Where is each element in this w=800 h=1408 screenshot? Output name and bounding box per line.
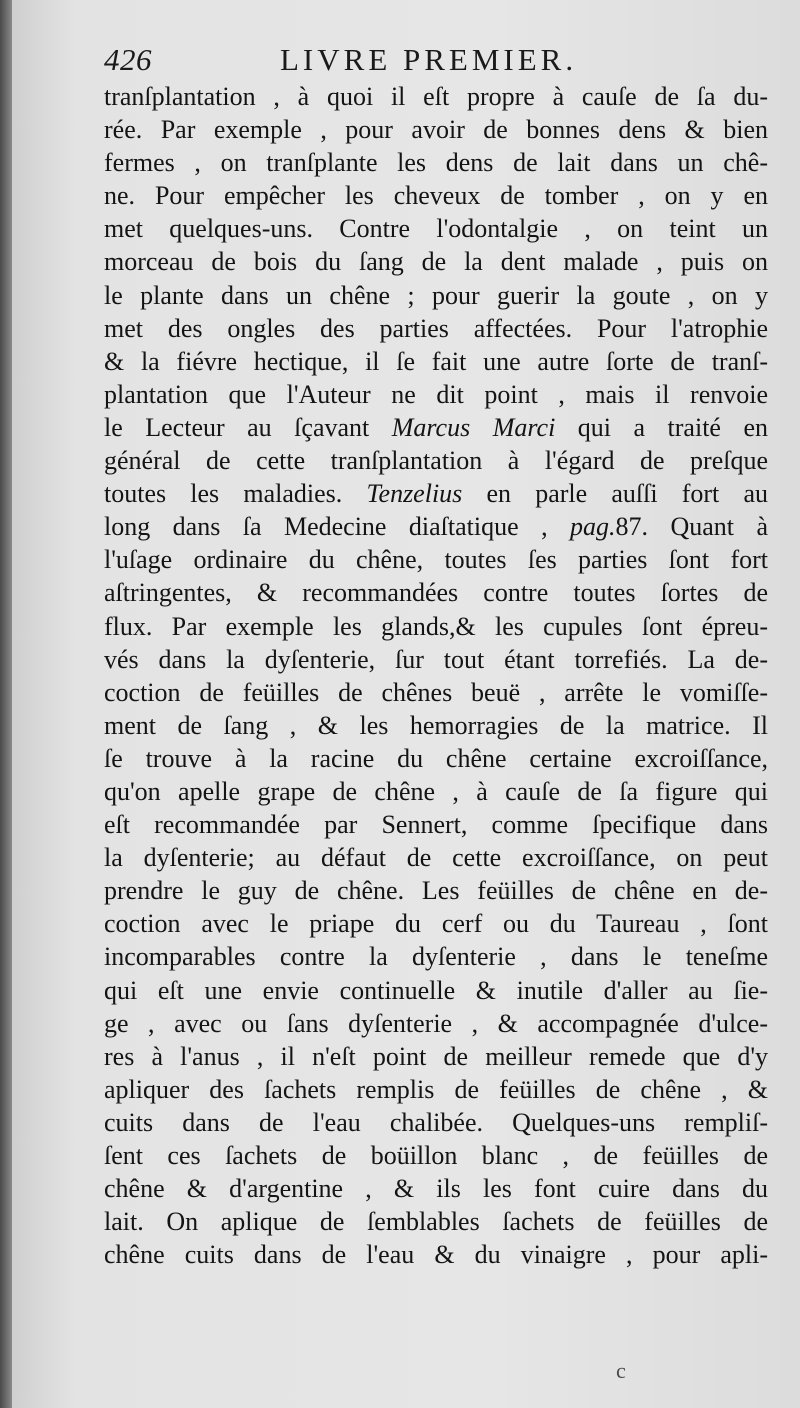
text-line: flux. Par exemple les glands,& les cupules ſont épreu- [104,611,768,641]
text-line: qui eſt une envie continuelle & inutile d'aller au ſie- [104,975,768,1005]
text-line: le Lecteur au ſçavant Marcus Marci qui a traité en [104,412,768,442]
running-title: LIVRE PREMIER. [280,42,578,77]
text-line: chêne cuits dans de l'eau & du vinaigre , pour apli- [104,1240,768,1270]
text-line: aſtringentes, & recommandées contre toutes ſortes de [104,578,768,608]
text-line: l'uſage ordinaire du chêne, toutes ſes parties ſont fort [104,545,768,575]
text-line: ment de ſang , & les hemorragies de la matrice. Il [104,710,768,740]
text-line: cuits dans de l'eau chalibée. Quelques-uns rempliſ- [104,1107,768,1137]
text-line: général de cette tranſplantation à l'égard de preſque [104,446,768,476]
text-line: met quelques-uns. Contre l'odontalgie , on teint un [104,214,768,244]
text-line: ge , avec ou ſans dyſenterie , & accompagnée d'ulce- [104,1008,768,1038]
book-gutter-shadow [0,0,12,1408]
text-line: qu'on apelle grape de chêne , à cauſe de ſa figure qui [104,776,768,806]
text-line: prendre le guy de chêne. Les feüilles de chêne en de- [104,876,768,906]
text-line: ſent ces ſachets de boüillon blanc , de feüilles de [104,1141,768,1170]
text-line: le plante dans un chêne ; pour guerir la goute , on y [104,280,768,310]
text-line: toutes les maladies. Tenzelius en parle auſſi fort au [104,479,768,509]
ink-smudge-mark: c [616,1358,626,1383]
text-line: met des ongles des parties affectées. Pour l'atrophie [104,313,768,343]
text-line: vés dans la dyſenterie, ſur tout étant torrefiés. La de- [104,644,768,674]
text-line: & la fiévre hectique, il ſe fait une autre ſorte de tranſ- [104,346,768,376]
text-line: ſe trouve à la racine du chêne certaine excroiſſance, [104,743,768,773]
text-line: coction avec le priape du cerf ou du Taureau , ſont [104,909,768,939]
text-line: chêne & d'argentine , & ils les font cuire dans du [104,1174,768,1204]
text-line: la dyſenterie; au défaut de cette excroiſſance, on peut [104,843,768,873]
text-line: eſt recommandée par Sennert, comme ſpecifique dans [104,810,768,840]
text-line: plantation que l'Auteur ne dit point , mais il renvoie [104,379,768,409]
text-line: apliquer des ſachets remplis de feüilles de chêne , & [104,1074,768,1104]
text-line: tranſplantation , à quoi il eſt propre à cauſe de ſa du- [104,82,768,111]
text-line: fermes , on tranſplante les dens de lait dans un chê- [104,148,768,178]
body-text [104,80,768,1271]
text-line: incomparables contre la dyſenterie , dans le teneſme [104,942,768,972]
page-number: 426 [104,42,152,77]
text-line: ne. Pour empêcher les cheveux de tomber , on y en [104,181,768,211]
text-line: coction de feüilles de chênes beuë , arrête le vomiſſe- [104,677,768,707]
text-line: lait. On aplique de ſemblables ſachets de feüilles de [104,1207,768,1237]
text-line: long dans ſa Medecine diaſtatique , pag.87. Quant à [104,512,768,542]
text-line: morceau de bois du ſang de la dent malade , puis on [104,247,768,277]
text-line: res à l'anus , il n'eſt point de meilleur remede que d'y [104,1041,768,1071]
running-head [104,42,768,82]
text-line: rée. Par exemple , pour avoir de bonnes dens & bien [104,115,768,145]
